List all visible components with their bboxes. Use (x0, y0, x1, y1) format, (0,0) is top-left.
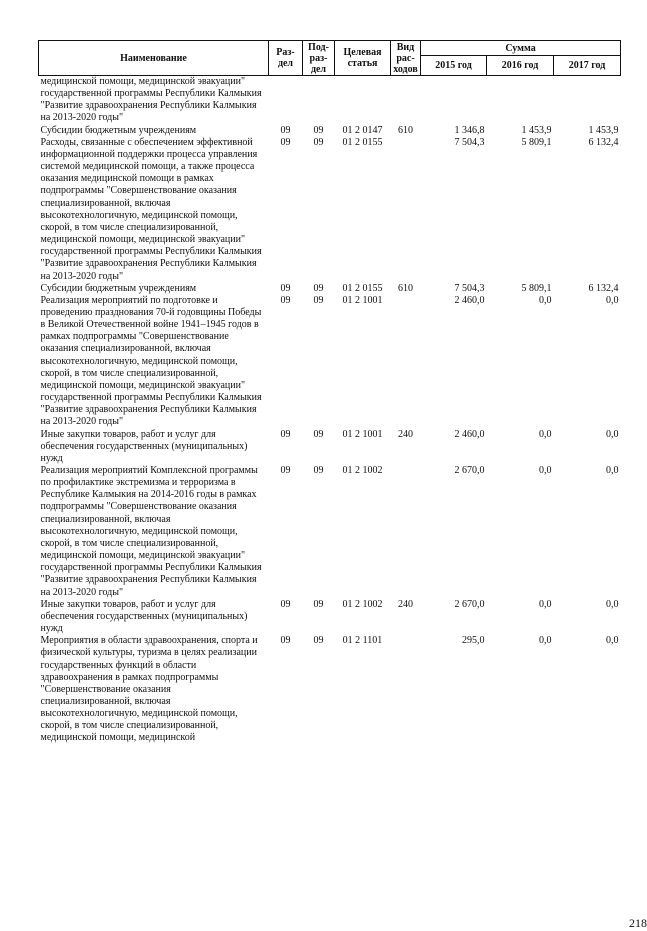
header-kind-line: ходов (393, 63, 418, 75)
row-target: 01 2 1001 (342, 428, 383, 440)
row-sum-2015: 2 670,0 (454, 598, 485, 610)
row-section: 09 (280, 428, 291, 440)
header-subsection-line: дел (310, 63, 327, 75)
row-kind (391, 635, 421, 744)
table-row (39, 137, 621, 283)
row-section: 09 (280, 282, 291, 294)
row-sum-2017: 1 453,9 (588, 124, 619, 136)
row-section (269, 76, 303, 125)
row-sum-2016 (487, 76, 554, 125)
row-name: Иные закупки товаров, работ и услуг для обеспечения государственных (муниципальных) нужд (40, 598, 248, 635)
row-name: Субсидии бюджетным учреждениям (40, 124, 197, 136)
row-kind: 240 (398, 598, 413, 610)
table-row (39, 465, 621, 599)
row-subsection: 09 (313, 465, 324, 476)
row-section: 09 (280, 598, 291, 610)
row-sum-2016: 5 809,1 (521, 282, 552, 294)
row-section: 09 (280, 136, 291, 148)
row-sum-2016: 0,0 (539, 294, 552, 306)
row-target: 01 2 1002 (342, 465, 383, 476)
page-number: 218 (629, 916, 647, 930)
row-kind (391, 465, 421, 599)
row-name: Иные закупки товаров, работ и услуг для обеспечения государственных (муниципальных) нужд (40, 428, 248, 464)
table-body (39, 76, 621, 745)
row-section: 09 (280, 465, 291, 476)
table-row (39, 76, 621, 125)
row-name: Субсидии бюджетным учреждениям (40, 282, 197, 294)
row-sum-2015: 295,0 (462, 635, 485, 647)
row-sum-2017 (554, 76, 621, 125)
header-target-line: Целевая (343, 47, 382, 58)
row-kind: 610 (398, 282, 413, 294)
row-name: Реализация мероприятий Комплексной программы по профилактике экстремизма и терроризма в Республике Калмыкия на 2014-2016 годы в рамках подпрограммы "Совершенствование оказания специализированной, включая высокотехнологичную, медицинской помощи, скорой, в том числе специализированной, медицинской помощи, медицинской эвакуации" государственной программы Республики Калмыкия "Развитие здравоохранения Республики Калмыкия на 2013-2020 годы" (40, 465, 262, 598)
row-target: 01 2 1101 (342, 635, 383, 647)
header-year-2017: 2017 год (554, 56, 621, 76)
row-subsection: 09 (313, 282, 324, 294)
row-name: Реализация мероприятий по подготовке и проведению празднования 70-й годовщины Победы в Великой Отечественной войне 1941–1945 годов в рамках подпрограммы "Совершенствование оказания специализированной, включая высокотехнологичную, медицинской помощи, скорой, в том числе специализированной, медицинской помощи, медицинской эвакуации" государственной программы Республики Калмыкия "Развитие здравоохранения Республики Калмыкия на 2013-2020 годы" (40, 294, 262, 428)
row-sum-2016: 0,0 (539, 635, 552, 647)
row-sum-2016: 0,0 (539, 428, 552, 440)
row-sum-2015: 2 460,0 (454, 428, 485, 440)
header-target-line: статья (347, 58, 378, 69)
row-sum-2017: 0,0 (606, 635, 619, 647)
row-sum-2017: 0,0 (606, 465, 619, 476)
row-kind: 610 (398, 124, 413, 136)
table-row (39, 125, 621, 137)
table-row (39, 429, 621, 465)
header-year-2016: 2016 год (487, 56, 554, 76)
row-sum-2017: 6 132,4 (588, 282, 619, 294)
header-subsection-line: Под- (308, 41, 329, 53)
budget-table (38, 40, 621, 745)
row-sum-2016: 5 809,1 (521, 136, 552, 148)
row-sum-2015: 1 346,8 (454, 124, 485, 136)
row-name: медицинской помощи, медицинской эвакуации" государственной программы Республики Калмыкия "Развитие здравоохранения Республики Калмыкия на 2013-2020 годы" (40, 76, 262, 124)
table-header (39, 41, 621, 76)
row-target: 01 2 0155 (342, 282, 383, 294)
row-target: 01 2 0155 (342, 136, 383, 148)
header-kind-line: рас- (396, 52, 415, 64)
header-subsection (303, 41, 335, 76)
header-section (269, 41, 303, 76)
row-name: Расходы, связанные с обеспечением эффективной информационной поддержки процесса управления системой медицинской помощи, а также процесса оказания медицинской помощи в рамках подпрограммы "Совершенствование оказания специализированной, включая высокотехнологичную, медицинской помощи, скорой, в том числе специализированной, медицинской помощи, медицинской эвакуации" государственной программы Республики Калмыкия "Развитие здравоохранения Республики Калмыкия на 2013-2020 годы" (40, 136, 262, 282)
row-sum-2015: 7 504,3 (454, 282, 485, 294)
row-sum-2015: 2 460,0 (454, 294, 485, 306)
row-kind (391, 76, 421, 125)
row-sum-2016: 0,0 (539, 598, 552, 610)
row-target: 01 2 1001 (342, 294, 383, 306)
header-section-line: дел (277, 58, 294, 69)
row-subsection: 09 (313, 598, 324, 610)
table-row (39, 599, 621, 635)
row-name: Мероприятия в области здравоохранения, спорта и физической культуры, туризма в целях реализации государственных функций в области здравоохранения в рамках подпрограммы "Совершенствование оказания специализированной, включая высокотехнологичную, медицинской помощи, скорой, в том числе специализированной, медицинской помощи, медицинской (40, 635, 258, 744)
table-row (39, 295, 621, 429)
row-section: 09 (280, 124, 291, 136)
row-sum-2017: 6 132,4 (588, 136, 619, 148)
table-row (39, 635, 621, 744)
row-sum-2017: 0,0 (606, 598, 619, 610)
row-kind (391, 137, 421, 283)
row-sum-2015 (421, 76, 487, 125)
row-sum-2017: 0,0 (606, 428, 619, 440)
header-kind (391, 41, 421, 76)
header-subsection-line: раз- (309, 52, 328, 64)
header-name: Наименование (39, 41, 269, 76)
row-kind: 240 (398, 428, 413, 440)
row-subsection: 09 (313, 635, 324, 647)
row-kind (391, 295, 421, 429)
row-sum-2017: 0,0 (606, 294, 619, 306)
row-sum-2016: 1 453,9 (521, 124, 552, 136)
row-target: 01 2 0147 (342, 124, 383, 136)
row-section: 09 (280, 635, 291, 647)
table-row (39, 283, 621, 295)
row-sum-2015: 7 504,3 (454, 136, 485, 148)
row-sum-2016: 0,0 (539, 465, 552, 476)
row-subsection: 09 (313, 428, 324, 440)
row-subsection: 09 (313, 136, 324, 148)
header-target (335, 41, 391, 76)
header-section-line: Раз- (276, 47, 295, 58)
row-target: 01 2 1002 (342, 598, 383, 610)
row-sum-2015: 2 670,0 (454, 465, 485, 476)
header-kind-line: Вид (396, 41, 415, 53)
row-subsection (303, 76, 335, 125)
budget-page (38, 40, 647, 930)
header-year-2015: 2015 год (421, 56, 487, 76)
header-sum: Сумма (421, 41, 621, 56)
row-section: 09 (280, 294, 291, 306)
row-target (335, 76, 391, 125)
row-subsection: 09 (313, 124, 324, 136)
row-subsection: 09 (313, 294, 324, 306)
